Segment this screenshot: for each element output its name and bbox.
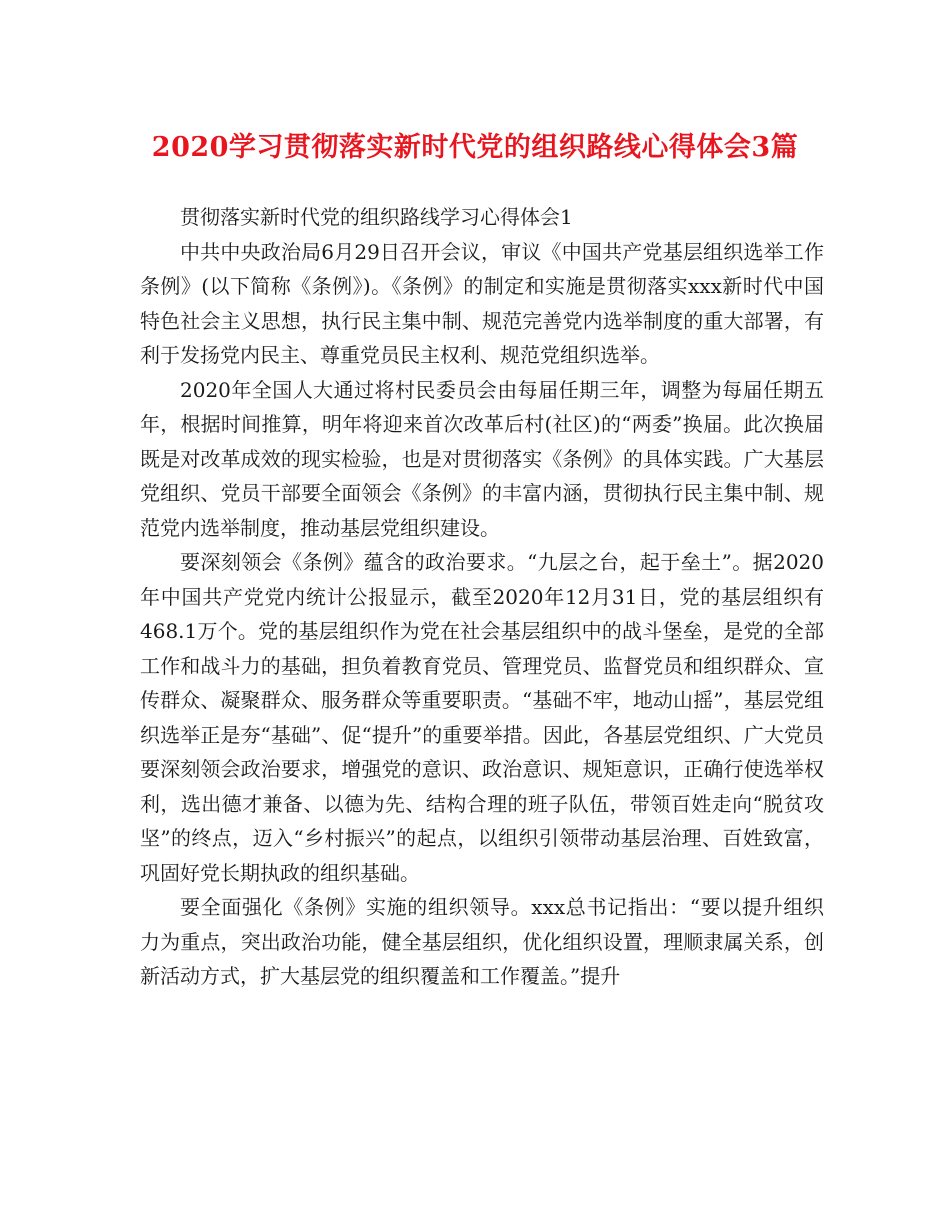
paragraph: 2020年全国人大通过将村民委员会由每届任期三年，调整为每届任期五年，根据时间推算，明年将迎来首次改革后村(社区)的“两委”换届。此次换届既是对改革成效的现实检验，也是对贯彻落实《条例》的具体实践。广大基层党组织、党员干部要全面领会《条例》的丰富内涵，贯彻执行民主集中制、规范党内选举制度，推动基层党组织建设。 [140, 377, 824, 540]
paragraph-subtitle: 贯彻落实新时代党的组织路线学习心得体会1 [180, 205, 573, 229]
paragraph: 要深刻领会《条例》蕴含的政治要求。“九层之台，起于垒土”。据2020年中国共产党党内统计公报显示，截至2020年12月31日，党的基层组织有468.1万个。党的基层组织作为党在社会基层组织中的战斗堡垒，是党的全部工作和战斗力的基础，担负着教育党员、管理党员、监督党员和组织群众、宣传群众、凝聚群众、服务群众等重要职责。“基础不牢，地动山摇”，基层党组织选举正是夯“基础”、促“提升”的重要举措。因此，各基层党组织、广大党员要深刻领会政治要求，增强党的意识、政治意识、规矩意识，正确行使选举权利，选出德才兼备、以德为先、结构合理的班子队伍，带领百姓走向“脱贫攻坚”的终点，迈入“乡村振兴”的起点，以组织引领带动基层治理、百姓致富，巩固好党长期执政的组织基础。 [140, 550, 824, 885]
document-body [140, 200, 824, 994]
document-title: 2020学习贯彻落实新时代党的组织路线心得体会3篇 [151, 132, 799, 163]
paragraph: 要全面强化《条例》实施的组织领导。xxx总书记指出：“要以提升组织力为重点，突出政治功能，健全基层组织，优化组织设置，理顺隶属关系，创新活动方式，扩大基层党的组织覆盖和工作覆盖。”提升 [140, 895, 824, 988]
paragraph: 中共中央政治局6月29日召开会议，审议《中国共产党基层组织选举工作条例》(以下简称《条例》)。《条例》的制定和实施是贯彻落实xxx新时代中国特色社会主义思想，执行民主集中制、规范完善党内选举制度的重大部署，有利于发扬党内民主、尊重党员民主权利、规范党组织选举。 [140, 239, 824, 367]
